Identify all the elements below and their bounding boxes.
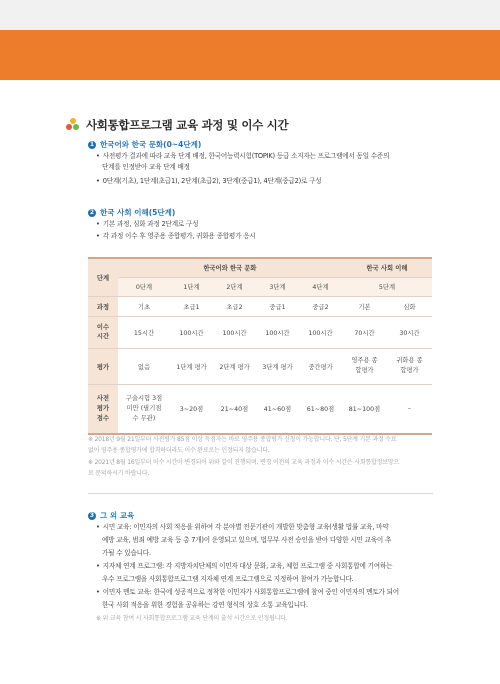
divider xyxy=(88,493,433,494)
section2-bullet: • 각 과정 이수 후 영주용 종합평가, 귀화용 종합평가 응시 xyxy=(96,231,256,242)
table-cell: 중급1 xyxy=(256,296,299,316)
table-cell: 1단계 평가 xyxy=(170,348,213,384)
page-title: 사회통합프로그램 교육 과정 및 이수 시간 xyxy=(86,118,289,132)
table-note: ※ 2018년 9월 21일부터 사전평가 85점 이상 득점자는 바로 영주용 종합평가 신청이 가능합니다. 단, 5단계 기본 과정 수료 xyxy=(88,436,397,443)
section3-bullet-cont: 가될 수 있습니다. xyxy=(102,549,151,557)
section3-heading-text: 그 외 교육 xyxy=(100,511,135,520)
section3-note: ※ 위 교육 참여 시 사회통합프로그램 교육 단계의 출석 시간으로 인정됩니다. xyxy=(96,615,288,622)
section1-bullet: • 사전평가 결과에 따라 교육 단계 배정, 한국어능력시험(TOPIK) 등급 소지자는 프로그램에서 동일 수준의 xyxy=(96,151,389,162)
section1-heading xyxy=(88,139,201,150)
page-title-row xyxy=(66,117,288,133)
flower-dots-icon xyxy=(66,118,80,132)
table-cell: 30시간 xyxy=(387,316,432,348)
table-row xyxy=(88,348,432,384)
table-cell: 81~100점 xyxy=(342,384,387,434)
table-cell: 초급1 xyxy=(170,296,213,316)
section3-bullet: • 지자체 연계 프로그램: 각 지방자치단체의 이민자 대상 문화, 교육, 체험 프로그램 중 사회통합에 기여하는 xyxy=(96,561,392,572)
table-row-header: 사전 평가 점수 xyxy=(88,384,118,434)
table-cell: 기초 xyxy=(118,296,170,316)
table-note: 로 문의하시기 바랍니다. xyxy=(88,470,150,477)
section1-bullet-cont: 단계를 인정받아 교육 단계 배정 xyxy=(102,163,190,171)
table-stage-header: 1단계 xyxy=(170,277,213,296)
section2-bullet: • 기본 과정, 심화 과정 2단계로 구성 xyxy=(96,219,198,230)
table-row-header: 평가 xyxy=(88,348,118,384)
table-note: ※ 2021년 8월 16일부터 이수 시간이 변경되어 위와 같이 진행되며, 변경 이전의 교육 과정과 이수 시간은 사회통합정보망으 xyxy=(88,459,399,466)
table-stage-header: 2단계 xyxy=(213,277,256,296)
table-row xyxy=(88,316,432,348)
table-cell: 61~80점 xyxy=(299,384,342,434)
table-note: 없이 영주용 종합평가에 합격하더라도 이수 완료로는 인정되지 않습니다. xyxy=(88,447,270,454)
table-row xyxy=(88,384,432,434)
table-group-header: 한국 사회 이해 xyxy=(342,258,432,277)
table-cell: 100시간 xyxy=(170,316,213,348)
table-stage-header: 0단계 xyxy=(118,277,170,296)
table-cell: 중급2 xyxy=(299,296,342,316)
table-stage-header: 4단계 xyxy=(299,277,342,296)
table-row-header: 과정 xyxy=(88,296,118,316)
section3-bullet: • 이민자 멘토 교육: 한국에 성공적으로 정착한 이민자가 사회통합프로그램에 참여 중인 이민자의 멘토가 되어 xyxy=(96,587,399,598)
table-corner-header: 단계 xyxy=(88,258,118,296)
table-cell: – xyxy=(387,384,432,434)
table-cell: 기본 xyxy=(342,296,387,316)
section-number-badge: 2 xyxy=(89,209,95,216)
table-cell: 100시간 xyxy=(256,316,299,348)
table-row xyxy=(88,296,432,316)
table-cell: 없음 xyxy=(118,348,170,384)
section3-bullet-cont: 한국 사회 적응을 위한 경험을 공유하는 강연 형식의 상호 소통 교육입니다. xyxy=(102,601,308,609)
table-stage-header: 5단계 xyxy=(342,277,432,296)
section2-heading-text: 한국 사회 이해(5단계) xyxy=(100,208,176,217)
section3-bullet: • 시민 교육: 이민자의 사회 적응을 위하여 각 분야별 전문기관이 개발한 맞춤형 교육(생활 법률 교육, 마약 xyxy=(96,522,389,533)
header-band-top xyxy=(0,0,500,30)
header-band-orange xyxy=(0,30,500,80)
section1-heading-text: 한국어와 한국 문화(0~4단계) xyxy=(100,140,202,149)
table-cell: 2단계 평가 xyxy=(213,348,256,384)
section3-bullet-cont: 우수 프로그램을 사회통합프로그램 지자체 연계 프로그램으로 지정하여 참여가 가능합니다. xyxy=(102,575,354,583)
table-cell: 영주용 종합평가 xyxy=(342,348,387,384)
section2-heading xyxy=(88,207,175,218)
table-cell: 70시간 xyxy=(342,316,387,348)
section3-heading xyxy=(88,510,134,521)
table-stage-header: 3단계 xyxy=(256,277,299,296)
table-cell: 15시간 xyxy=(118,316,170,348)
section-number-badge: 1 xyxy=(89,141,95,148)
section3-bullet-cont: 예방 교육, 범죄 예방 교육 등 총 7개)이 운영되고 있으며, 법무부 사전 승인을 받아 다양한 시민 교육이 추 xyxy=(102,536,392,544)
table-row-header: 이수 시간 xyxy=(88,316,118,348)
section-number-badge: 3 xyxy=(89,512,95,519)
section1-bullet: • 0단계(기초), 1단계(초급1), 2단계(초급2), 3단계(중급1), 4단계(중급2)로 구성 xyxy=(96,176,321,187)
table-cell: 3단계 평가 xyxy=(256,348,299,384)
table-cell: 구술시험 3점 미만 (필기점수 무관) xyxy=(118,384,170,434)
table-group-header: 한국어와 한국 문화 xyxy=(118,258,342,277)
table-cell: 귀화용 종합평가 xyxy=(387,348,432,384)
table-cell: 100시간 xyxy=(299,316,342,348)
table-cell: 3~20점 xyxy=(170,384,213,434)
course-table xyxy=(88,257,432,435)
table-cell: 심화 xyxy=(387,296,432,316)
table-cell: 100시간 xyxy=(213,316,256,348)
table-cell: 21~40점 xyxy=(213,384,256,434)
table-cell: 41~60점 xyxy=(256,384,299,434)
table-cell: 중간평가 xyxy=(299,348,342,384)
table-cell: 초급2 xyxy=(213,296,256,316)
